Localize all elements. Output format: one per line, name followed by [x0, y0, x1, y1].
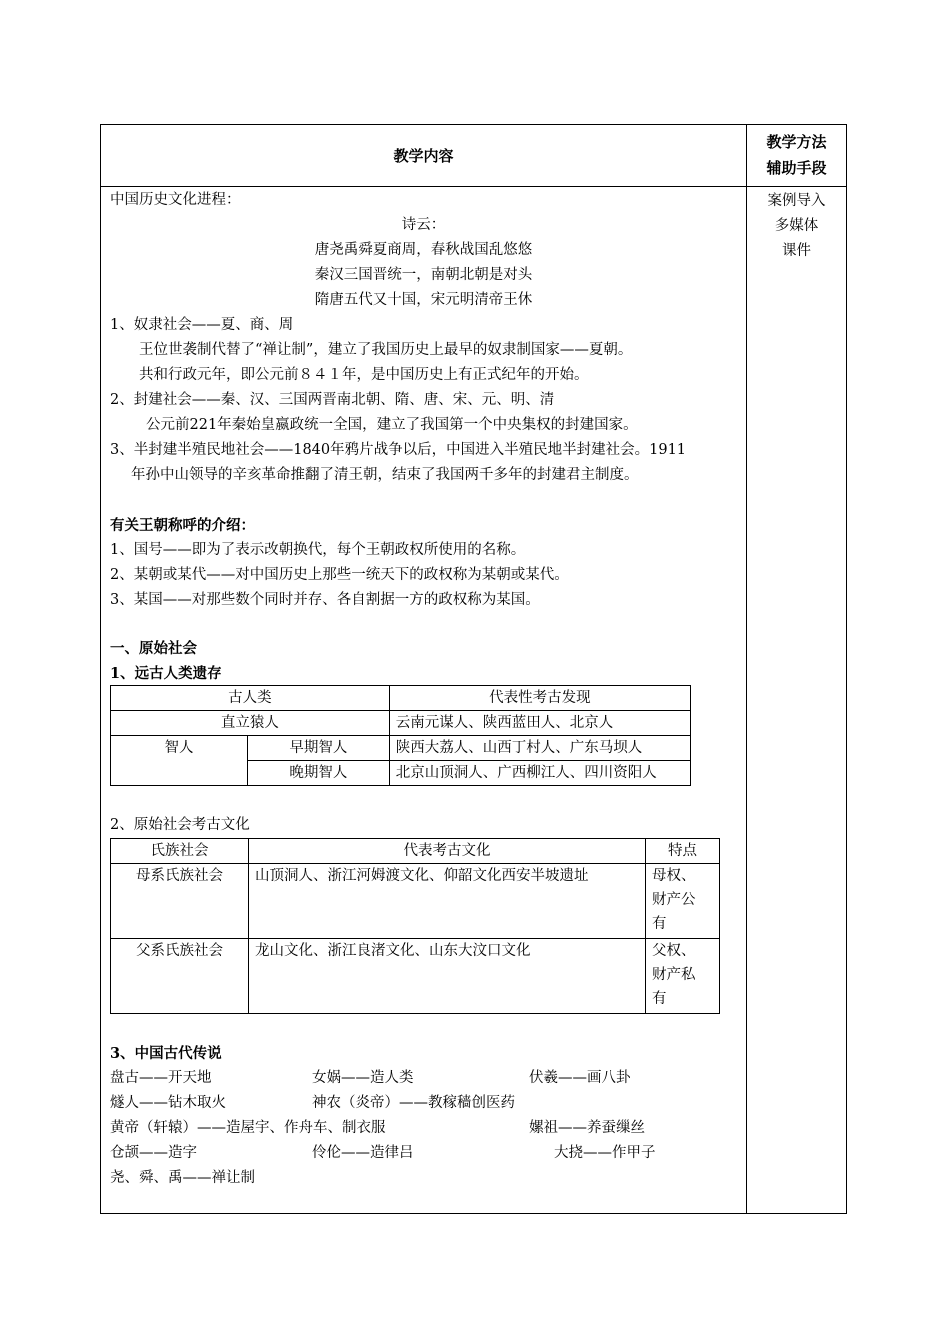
subsection-title: 1、远古人类遗存	[110, 665, 222, 682]
subsection-title: 3、中国古代传说	[110, 1045, 222, 1062]
period-text: 年孙中山领导的辛亥革命推翻了清王朝，结束了我国两千多年的封建君主制度。	[131, 467, 639, 483]
dynasty-item: 1、国号——即为了表示改朝换代，每个王朝政权所使用的名称。	[110, 542, 526, 558]
content-header: 教学内容	[393, 147, 454, 165]
table-header: 氏族社会	[111, 839, 249, 864]
table-cell: 晚期智人	[248, 761, 390, 786]
table-header: 代表性考古发现	[389, 686, 690, 711]
method-item: 课件	[782, 243, 811, 259]
poem-line: 秦汉三国晋统一，南朝北朝是对头	[314, 267, 533, 283]
table-cell: 直立猿人	[111, 711, 390, 736]
period-text: 共和行政元年，即公元前８４１年，是中国历史上有正式纪年的开始。	[139, 367, 589, 383]
method-list	[747, 189, 846, 264]
table-cell	[646, 864, 720, 939]
table-header: 古人类	[111, 686, 390, 711]
feature-line: 有	[652, 991, 667, 1007]
table-cell: 北京山顶洞人、广西柳江人、四川资阳人	[389, 761, 690, 786]
feature-line: 母权、	[652, 868, 696, 884]
legend-item: 仓颉——造字	[110, 1145, 197, 1161]
table-cell: 父系氏族社会	[111, 939, 249, 1014]
intro-title: 中国历史文化进程：	[110, 192, 241, 208]
table-cell: 母系氏族社会	[111, 864, 249, 939]
period-heading: 2、封建社会——秦、汉、三国两晋南北朝、隋、唐、宋、元、明、清	[110, 392, 555, 408]
subsection-title: 2、原始社会考古文化	[110, 817, 250, 833]
legend-item: 盘古——开天地	[110, 1070, 212, 1086]
method-header-line1: 教学方法	[766, 133, 827, 151]
table-cell	[646, 939, 720, 1014]
section-title: 一、原始社会	[110, 640, 197, 657]
legend-item: 伶伦——造律吕	[312, 1145, 414, 1161]
method-item: 案例导入	[767, 193, 826, 209]
table-cell: 早期智人	[248, 736, 390, 761]
table-cell: 龙山文化、浙江良渚文化、山东大汶口文化	[249, 939, 646, 1014]
period-text: 公元前221年秦始皇嬴政统一全国，建立了我国第一个中央集权的封建国家。	[146, 417, 638, 433]
table-cell: 云南元谋人、陕西蓝田人、北京人	[389, 711, 690, 736]
period-text: 王位世袭制代替了“禅让制”，建立了我国历史上最早的奴隶制国家——夏朝。	[139, 342, 633, 358]
legend-item: 伏羲——画八卦	[529, 1070, 631, 1086]
table-cell: 智人	[111, 736, 248, 786]
method-header-line2: 辅助手段	[766, 159, 827, 177]
dynasty-item: 3、某国——对那些数个同时并存、各自割据一方的政权称为某国。	[110, 592, 540, 608]
period-heading: 1、奴隶社会——夏、商、周	[110, 317, 294, 333]
feature-line: 财产私	[652, 967, 696, 983]
table-cell: 陕西大荔人、山西丁村人、广东马坝人	[389, 736, 690, 761]
poem-line: 唐尧禹舜夏商周，春秋战国乱悠悠	[314, 242, 533, 258]
table-cell: 山顶洞人、浙江河姆渡文化、仰韶文化西安半坡遗址	[249, 864, 646, 939]
legend-item: 女娲——造人类	[312, 1070, 414, 1086]
dynasty-title: 有关王朝称呼的介绍：	[110, 517, 255, 534]
legend-item: 神农（炎帝）——教稼穑创医药	[312, 1095, 515, 1111]
table-header: 特点	[646, 839, 720, 864]
lesson-plan-table	[100, 124, 847, 1214]
archaeology-table	[110, 838, 720, 1014]
legend-item: 黄帝（轩辕）——造屋宇、作舟车、制衣服	[110, 1120, 386, 1136]
column-divider	[746, 125, 747, 1213]
period-heading: 3、半封建半殖民地社会——1840年鸦片战争以后，中国进入半殖民地半封建社会。1911	[110, 442, 687, 458]
feature-line: 父权、	[652, 943, 696, 959]
feature-line: 财产公	[652, 892, 696, 908]
feature-line: 有	[652, 916, 667, 932]
table-header: 代表考古文化	[249, 839, 646, 864]
legend-item: 燧人——钻木取火	[110, 1095, 226, 1111]
legend-item: 大挠——作甲子	[554, 1145, 656, 1161]
method-item: 多媒体	[774, 218, 819, 234]
poem-title: 诗云：	[401, 217, 446, 233]
method-header	[747, 129, 846, 181]
legend-item: 嫘祖——养蚕缫丝	[529, 1120, 645, 1136]
dynasty-item: 2、某朝或某代——对中国历史上那些一统天下的政权称为某朝或某代。	[110, 567, 569, 583]
legend-item: 尧、舜、禹——禅让制	[110, 1170, 255, 1186]
poem-line: 隋唐五代又十国，宋元明清帝王休	[314, 292, 533, 308]
human-remains-table	[110, 685, 691, 786]
